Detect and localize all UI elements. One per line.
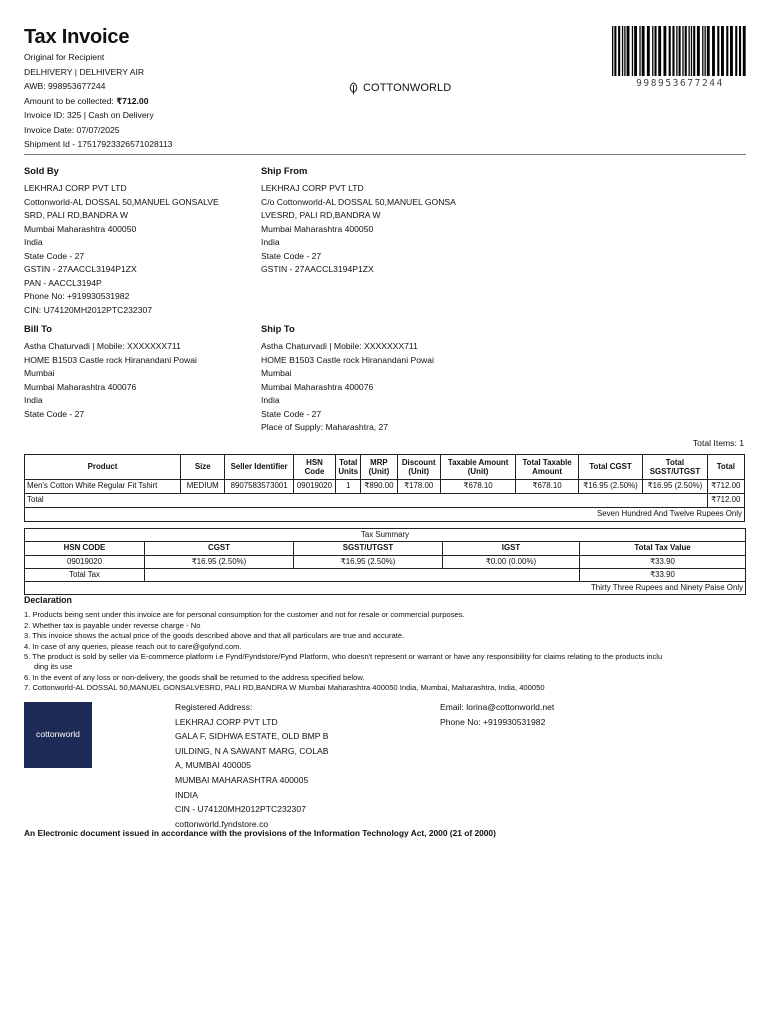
table-cell: 09019020 bbox=[25, 555, 145, 568]
registered-line: LEKHRAJ CORP PVT LTD bbox=[175, 716, 278, 727]
contact-info bbox=[440, 702, 554, 731]
barcode-bar bbox=[707, 26, 710, 76]
shipment-id: Shipment Id - 17517923326571028113 bbox=[24, 139, 173, 149]
column-header: Total CGST bbox=[578, 455, 642, 480]
table-cell: ₹33.90 bbox=[580, 555, 746, 568]
barcode-bar bbox=[618, 26, 620, 76]
table-cell: ₹178.00 bbox=[397, 480, 440, 494]
total-tax-label: Total Tax bbox=[25, 568, 145, 581]
declaration-item: 4. In case of any queries, please reach out to care@gofynd.com. bbox=[24, 641, 242, 651]
sold-by-line: State Code - 27 bbox=[24, 250, 85, 261]
amount-in-words-row bbox=[25, 508, 745, 522]
original-label: Original for Recipient bbox=[24, 52, 105, 62]
barcode-bar bbox=[663, 26, 666, 76]
barcode-bar bbox=[622, 26, 623, 76]
invoice-title: Tax Invoice bbox=[24, 26, 130, 48]
declaration-item: 6. In the event of any loss or non-delivery, the goods shall be returned to the address specified below. bbox=[24, 672, 365, 682]
ship-to-line: State Code - 27 bbox=[261, 408, 322, 419]
courier-label: DELHIVERY | DELHIVERY AIR bbox=[24, 66, 145, 77]
table-cell: ₹678.10 bbox=[516, 480, 578, 494]
column-header: Total Taxable Amount bbox=[516, 455, 578, 480]
table-cell: ₹16.95 (2.50%) bbox=[578, 480, 642, 494]
ship-to-line: India bbox=[261, 395, 280, 406]
barcode-bar bbox=[693, 26, 695, 76]
table-cell: ₹16.95 (2.50%) bbox=[294, 555, 443, 568]
barcode-bar bbox=[712, 26, 715, 76]
total-label: Total bbox=[25, 494, 708, 508]
barcode-bar bbox=[721, 26, 724, 76]
tax-summary-table bbox=[24, 528, 746, 595]
sold-by-line: CIN: U74120MH2012PTC232307 bbox=[24, 304, 153, 315]
registered-line: A, MUMBAI 400005 bbox=[175, 760, 251, 771]
barcode-bar bbox=[654, 26, 656, 76]
table-cell: Men's Cotton White Regular Fit Tshirt bbox=[25, 480, 181, 494]
column-header: Total SGST/UTGST bbox=[643, 455, 707, 480]
barcode-bar bbox=[624, 26, 625, 76]
ship-from-line: Mumbai Maharashtra 400050 bbox=[261, 223, 374, 234]
column-header: Seller Identifier bbox=[225, 455, 293, 480]
brand-block-text: cottonworld bbox=[36, 729, 80, 740]
table-cell: 8907583573001 bbox=[225, 480, 293, 494]
bill-to-line: HOME B1503 Castle rock Hiranandani Powai bbox=[24, 354, 197, 365]
declaration-heading: Declaration bbox=[24, 595, 72, 605]
barcode-bar bbox=[627, 26, 630, 76]
amount-label: Amount to be collected: bbox=[24, 95, 117, 106]
barcode-bar bbox=[730, 26, 733, 76]
ship-to-line: Astha Chaturvadi | Mobile: XXXXXXX711 bbox=[261, 341, 418, 352]
invoice-date: Invoice Date: 07/07/2025 bbox=[24, 124, 120, 135]
declaration-item: ding its use bbox=[34, 662, 73, 672]
barcode-bar bbox=[639, 26, 640, 76]
cottonworld-brand-block bbox=[24, 702, 92, 768]
ship-from-line: LEKHRAJ CORP PVT LTD bbox=[261, 183, 364, 194]
ship-to-line: Mumbai Maharashtra 400076 bbox=[261, 381, 374, 392]
barcode-bar bbox=[688, 26, 689, 76]
ship-from-line: GSTIN - 27AACCL3194P1ZX bbox=[261, 264, 374, 275]
barcode-bar bbox=[647, 26, 650, 76]
ship-from-line: C/o Cottonworld-AL DOSSAL 50,MANUEL GONSA bbox=[261, 196, 456, 207]
table-cell: ₹890.00 bbox=[361, 480, 397, 494]
barcode-bar bbox=[697, 26, 700, 76]
registered-line: cottonworld.fyndstore.co bbox=[175, 818, 269, 829]
table-header-row bbox=[25, 455, 745, 480]
table-cell: MEDIUM bbox=[181, 480, 225, 494]
column-header: HSN Code bbox=[293, 455, 335, 480]
bill-to-heading: Bill To bbox=[24, 323, 52, 334]
sold-by-block bbox=[24, 165, 254, 318]
declaration-item: 3. This invoice shows the actual price of the goods described above and that all particulars are true and accurate. bbox=[24, 631, 405, 641]
column-header: Product bbox=[25, 455, 181, 480]
tax-header-row bbox=[25, 542, 746, 555]
sold-by-line: Phone No: +919930531982 bbox=[24, 291, 130, 302]
barcode-bar bbox=[672, 26, 674, 76]
ship-to-line: Place of Supply: Maharashtra, 27 bbox=[261, 422, 389, 433]
column-header: HSN CODE bbox=[25, 542, 145, 555]
declaration-item: 5. The product is sold by seller via E-commerce platform i.e Fynd/Fyndstore/Fynd Platform, who doesn't represent or warrant or have any responsibility for claims relating to the products inclu bbox=[24, 652, 663, 662]
barcode-bar bbox=[682, 26, 683, 76]
bill-to-line: State Code - 27 bbox=[24, 408, 85, 419]
ship-to-block bbox=[261, 323, 491, 436]
sold-by-line: LEKHRAJ CORP PVT LTD bbox=[24, 183, 127, 194]
barcode-bar bbox=[743, 26, 746, 76]
total-items: Total Items: 1 bbox=[692, 438, 744, 448]
barcode-bar bbox=[717, 26, 719, 76]
ship-to-line: Mumbai bbox=[261, 368, 292, 379]
table-cell: ₹16.95 (2.50%) bbox=[145, 555, 294, 568]
total-tax-value: ₹33.90 bbox=[580, 568, 746, 581]
column-header: MRP (Unit) bbox=[361, 455, 397, 480]
sold-by-line: Cottonworld-AL DOSSAL 50,MANUEL GONSALVE bbox=[24, 196, 219, 207]
invoice-header-details bbox=[24, 52, 172, 154]
registered-line: MUMBAI MAHARASHTRA 400005 bbox=[175, 774, 309, 785]
cottonworld-logo bbox=[348, 81, 451, 95]
ship-to-line: HOME B1503 Castle rock Hiranandani Powai bbox=[261, 354, 434, 365]
column-header: Total bbox=[707, 455, 744, 480]
table-cell: 09019020 bbox=[293, 480, 335, 494]
sold-by-line: India bbox=[24, 237, 43, 248]
header-divider bbox=[24, 154, 746, 155]
bill-to-line: Astha Chaturvadi | Mobile: XXXXXXX711 bbox=[24, 341, 181, 352]
ship-from-line: India bbox=[261, 237, 280, 248]
table-cell: ₹678.10 bbox=[440, 480, 516, 494]
ship-to-heading: Ship To bbox=[261, 323, 295, 334]
registered-line: GALA F, SIDHWA ESTATE, OLD BMP B bbox=[175, 731, 329, 742]
barcode-bar bbox=[735, 26, 737, 76]
sold-by-heading: Sold By bbox=[24, 165, 59, 176]
sold-by-line: GSTIN - 27AACCL3194P1ZX bbox=[24, 264, 137, 275]
tax-summary-caption: Tax Summary bbox=[25, 529, 746, 542]
barcode-bar bbox=[679, 26, 681, 76]
awb-label: AWB: 998953677244 bbox=[24, 81, 106, 91]
empty-cell bbox=[145, 568, 580, 581]
ship-from-line: LVESRD, PALI RD,BANDRA W bbox=[261, 210, 381, 221]
barcode-bar bbox=[612, 26, 613, 76]
table-cell: ₹16.95 (2.50%) bbox=[643, 480, 707, 494]
ship-from-block bbox=[261, 165, 491, 278]
declaration-section bbox=[24, 595, 746, 694]
sold-by-line: Mumbai Maharashtra 400050 bbox=[24, 223, 137, 234]
sold-by-line: PAN - AACCL3194P bbox=[24, 277, 102, 288]
barcode-bar bbox=[658, 26, 661, 76]
column-header: SGST/UTGST bbox=[294, 542, 443, 555]
registered-line: CIN - U74120MH2012PTC232307 bbox=[175, 804, 306, 815]
barcode-bar bbox=[632, 26, 633, 76]
amount-to-collect bbox=[24, 96, 172, 111]
ship-from-heading: Ship From bbox=[261, 165, 308, 176]
column-header: Size bbox=[181, 455, 225, 480]
declaration-item: 2. Whether tax is payable under reverse charge - No bbox=[24, 620, 201, 630]
column-header: Taxable Amount (Unit) bbox=[440, 455, 516, 480]
declaration-item: 7. Cottonworld-AL DOSSAL 50,MANUEL GONSALVESRD, PALI RD,BANDRA W Mumbai Maharashtra 400050 India, Mumbai, Maharashtra, India, 400050 bbox=[24, 683, 545, 693]
barcode-bar bbox=[669, 26, 671, 76]
table-total-row bbox=[25, 494, 745, 508]
column-header: Total Units bbox=[336, 455, 361, 480]
column-header: IGST bbox=[443, 542, 580, 555]
barcode-bar bbox=[739, 26, 741, 76]
barcode-bar bbox=[704, 26, 705, 76]
contact-email: Email: lorina@cottonworld.net bbox=[440, 702, 555, 712]
tax-total-row bbox=[25, 568, 746, 581]
table-cell: ₹712.00 bbox=[707, 480, 744, 494]
awb-barcode bbox=[612, 26, 748, 76]
barcode-bar bbox=[634, 26, 637, 76]
logo-text: COTTONWORLD bbox=[363, 82, 452, 94]
contact-phone: Phone No: +919930531982 bbox=[440, 716, 546, 727]
barcode-bar bbox=[691, 26, 692, 76]
tax-caption-row bbox=[25, 529, 746, 542]
column-header: CGST bbox=[145, 542, 294, 555]
amount-value: ₹712.00 bbox=[116, 95, 149, 106]
registered-line: Registered Address: bbox=[175, 702, 253, 712]
column-header: Total Tax Value bbox=[580, 542, 746, 555]
table-cell: ₹0.00 (0.00%) bbox=[443, 555, 580, 568]
sold-by-line: SRD, PALI RD,BANDRA W bbox=[24, 210, 128, 221]
barcode-bar bbox=[685, 26, 687, 76]
footer-note: An Electronic document issued in accordance with the provisions of the Information Technology Act, 2000 (21 of 2000) bbox=[24, 828, 496, 838]
bill-to-line: Mumbai Maharashtra 400076 bbox=[24, 381, 137, 392]
total-value: ₹712.00 bbox=[707, 494, 744, 508]
amount-in-words: Seven Hundred And Twelve Rupees Only bbox=[25, 508, 745, 522]
barcode-bar bbox=[726, 26, 728, 76]
tax-words-row bbox=[25, 582, 746, 595]
barcode-number: 998953677244 bbox=[636, 78, 724, 89]
barcode-bar bbox=[676, 26, 677, 76]
barcode-bar bbox=[614, 26, 616, 76]
bill-to-line: Mumbai bbox=[24, 368, 55, 379]
barcode-bar bbox=[652, 26, 653, 76]
table-cell: 1 bbox=[336, 480, 361, 494]
column-header: Discount (Unit) bbox=[397, 455, 440, 480]
invoice-items-table bbox=[24, 454, 745, 522]
bill-to-line: India bbox=[24, 395, 43, 406]
table-row bbox=[25, 555, 746, 568]
bill-to-block bbox=[24, 323, 254, 422]
tax-in-words: Thirty Three Rupees and Ninety Paise Only bbox=[25, 582, 746, 595]
declaration-item: 1. Products being sent under this invoice are for personal consumption for the customer and not for resale or commercial purposes. bbox=[24, 610, 465, 620]
table-row bbox=[25, 480, 745, 494]
ship-from-line: State Code - 27 bbox=[261, 250, 322, 261]
leaf-icon bbox=[348, 82, 359, 95]
registered-address bbox=[175, 702, 328, 833]
barcode-bar bbox=[702, 26, 703, 76]
barcode-bar bbox=[642, 26, 645, 76]
registered-line: INDIA bbox=[175, 789, 198, 800]
invoice-id: Invoice ID: 325 | Cash on Delivery bbox=[24, 110, 154, 120]
registered-line: UILDING, N A SAWANT MARG, COLAB bbox=[175, 745, 329, 756]
